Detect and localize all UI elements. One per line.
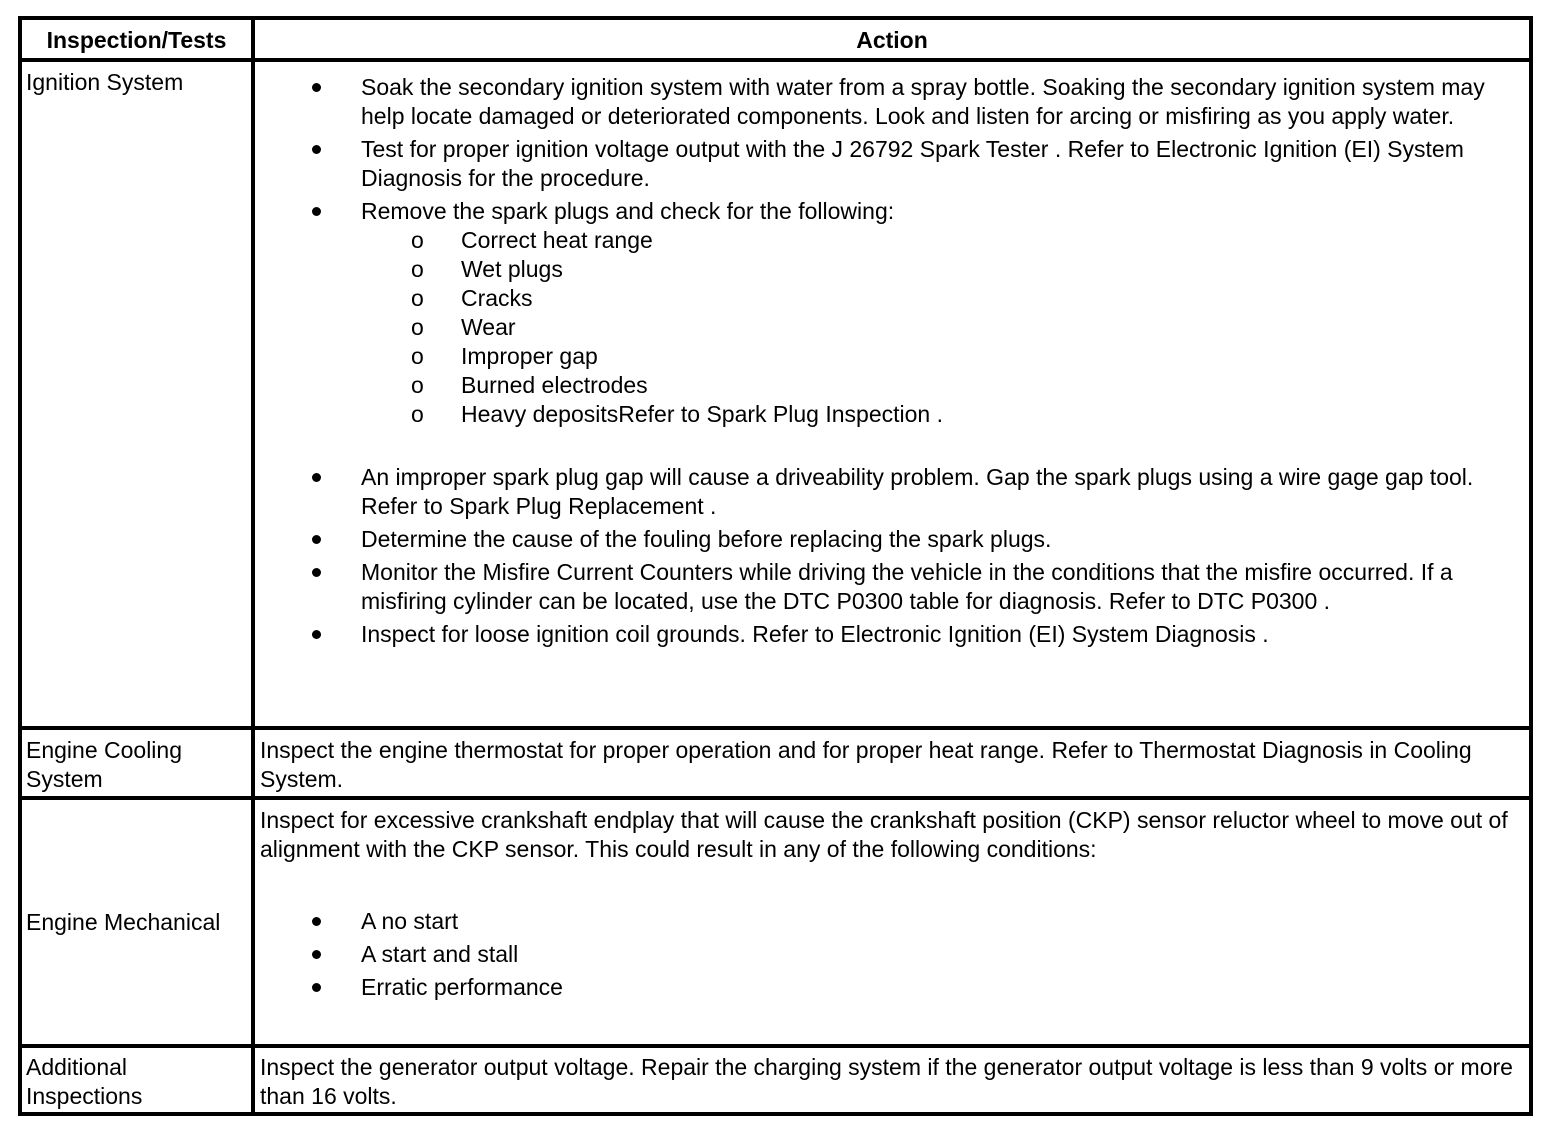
sub-list-item: o Improper gap (361, 342, 1527, 371)
additional-action-text: Inspect the generator output voltage. Repair the charging system if the generator output voltage is less than 9 volts or more than 16 volts. (260, 1054, 1513, 1109)
list-item: Inspect for loose ignition coil grounds. Refer to Electronic Ignition (EI) System Diagnosis . (260, 620, 1527, 649)
list-item: Monitor the Misfire Current Counters while driving the vehicle in the conditions that the misfire occurred. If a misfiring cylinder can be located, use the DTC P0300 table for diagnosis. Refer to DTC P0300 . (260, 558, 1527, 616)
row-divider (22, 58, 1529, 62)
row-divider (22, 726, 1529, 730)
list-item: Determine the cause of the fouling before replacing the spark plugs. (260, 525, 1527, 554)
list-item: Test for proper ignition voltage output with the J 26792 Spark Tester . Refer to Electronic Ignition (EI) System Diagnosis for the procedure. (260, 135, 1527, 193)
list-item: A no start (260, 907, 1527, 936)
cooling-action-text: Inspect the engine thermostat for proper operation and for proper heat range. Refer to Thermostat Diagnosis in Cooling System. (260, 737, 1472, 792)
sub-list-item: o Wet plugs (361, 255, 1527, 284)
list-item: Erratic performance (260, 973, 1527, 1002)
ignition-actions (260, 73, 1527, 653)
list-item: Soak the secondary ignition system with water from a spray bottle. Soaking the secondary ignition system may help locate damaged or deteriorated components. Look and listen for arcing or misfiring as you apply water. (260, 73, 1527, 131)
row-label-engine-mechanical: Engine Mechanical (26, 909, 221, 935)
sub-list-item: o Correct heat range (361, 226, 1527, 255)
sub-list-item: o Heavy depositsRefer to Spark Plug Inspection . (361, 400, 1527, 429)
list-item: An improper spark plug gap will cause a driveability problem. Gap the spark plugs using a wire gage gap tool. Refer to Spark Plug Replacement . (260, 463, 1527, 521)
row-divider (22, 796, 1529, 800)
row-divider (22, 1044, 1529, 1048)
sub-list-item: o Burned electrodes (361, 371, 1527, 400)
list-item-text: Remove the spark plugs and check for the following: (361, 198, 895, 224)
spark-plug-checklist (361, 226, 1527, 429)
list-item: A start and stall (260, 940, 1527, 969)
mechanical-action-text: Inspect for excessive crankshaft endplay that will cause the crankshaft position (CKP) sensor reluctor wheel to move out of alignment with the CKP sensor. This could result in any of the following conditions: (260, 807, 1508, 862)
row-label-additional-inspections: Additional Inspections (26, 1054, 143, 1109)
header-inspection-tests: Inspection/Tests (46, 27, 227, 53)
row-label-engine-cooling-system: Engine Cooling System (26, 737, 183, 792)
sub-list-item: o Cracks (361, 284, 1527, 313)
column-divider (251, 20, 255, 1112)
inspection-table (18, 16, 1533, 1116)
sub-list-item: o Wear (361, 313, 1527, 342)
list-item (260, 197, 1527, 429)
mechanical-actions (260, 806, 1527, 1006)
header-action: Action (856, 27, 928, 53)
row-label-ignition-system: Ignition System (26, 69, 184, 95)
